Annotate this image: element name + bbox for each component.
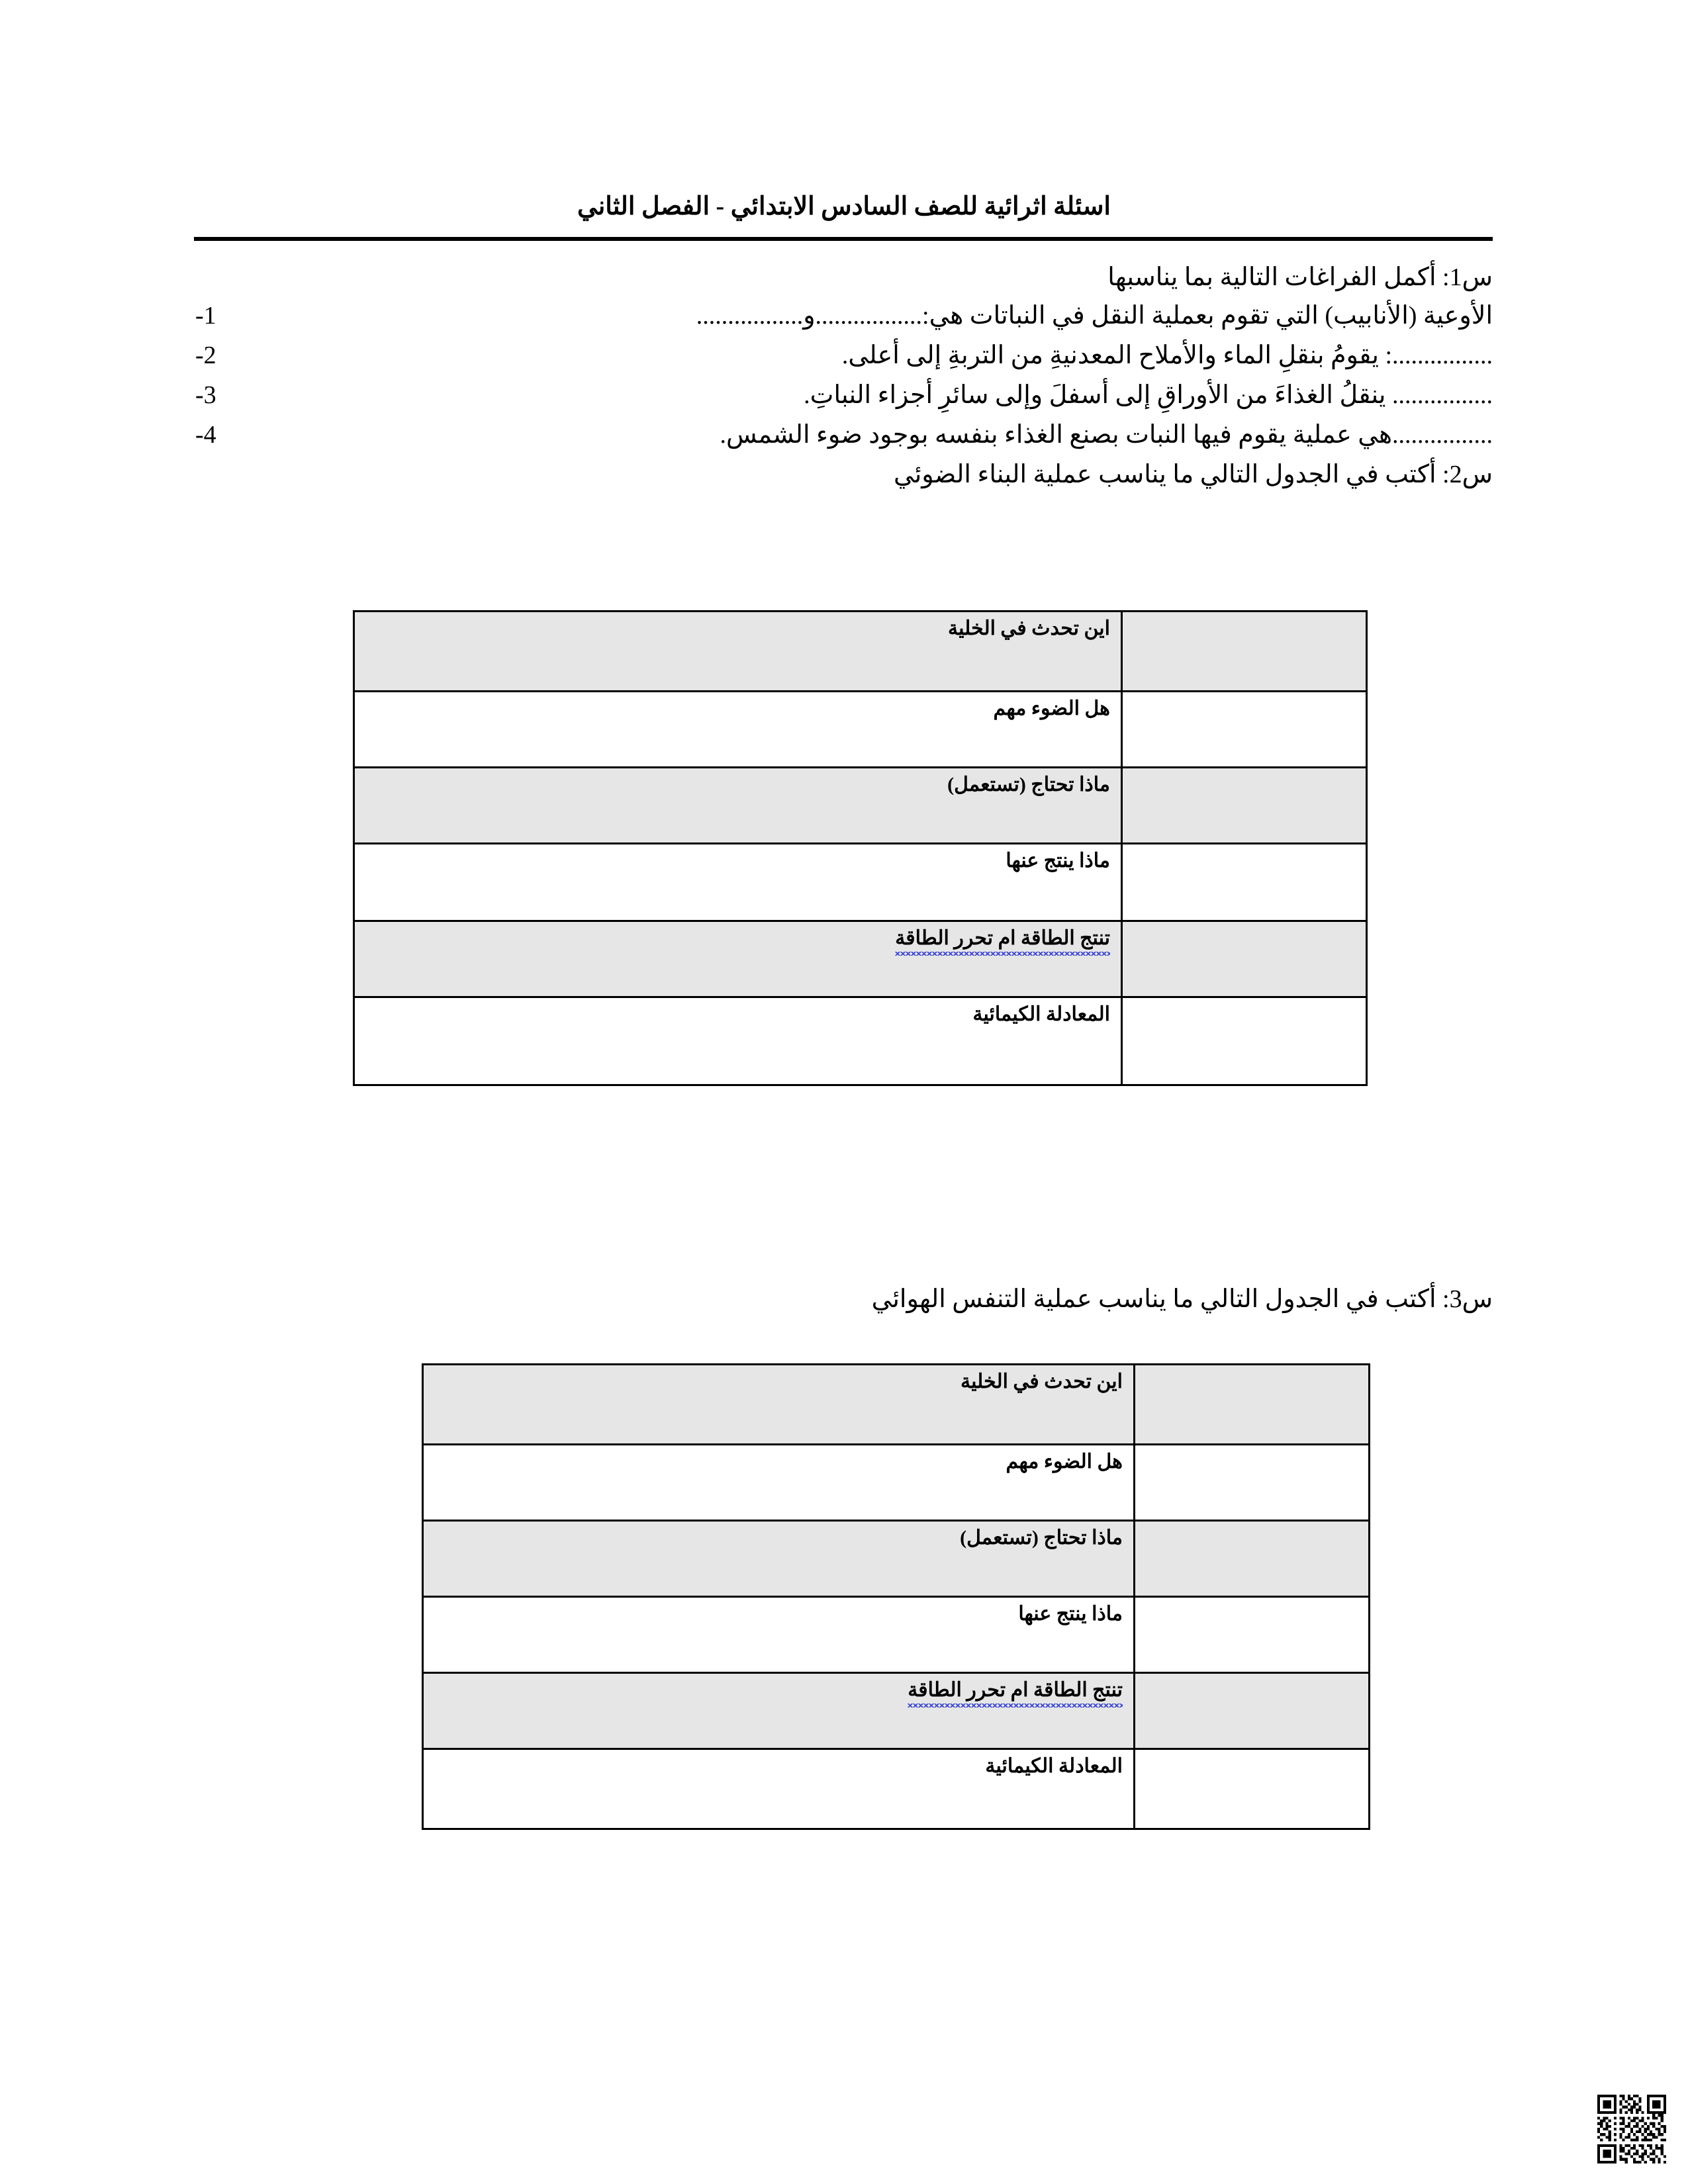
answer-cell[interactable] [1135, 1749, 1370, 1829]
answer-cell[interactable] [1135, 1521, 1370, 1597]
answer-cell[interactable] [1122, 768, 1367, 844]
answer-cell[interactable] [1135, 1597, 1370, 1673]
question-3-heading: س3: أكتب في الجدول التالي ما يناسب عملية التنفس الهوائي [871, 1285, 1493, 1313]
table-row [423, 1749, 1370, 1829]
table-row [354, 921, 1367, 997]
answer-cell[interactable] [1135, 1673, 1370, 1749]
list-item-text: ................هي عملية يقوم فيها النبات بصنع الغذاء بنفسه بوجود ضوء الشمس. [720, 421, 1493, 449]
question-1-heading: س1: أكمل الفراغات التالية بما يناسبها [1107, 263, 1493, 291]
answer-cell[interactable] [1135, 1445, 1370, 1521]
row-label [423, 1673, 1135, 1749]
table-row [423, 1597, 1370, 1673]
list-number: -1 [195, 302, 216, 330]
list-item-text: ................ ينقلُ الغذاءَ من الأوراقِ إلى أسفلَ وإلى سائرِ أجزاء النباتِ. [804, 381, 1493, 409]
answer-cell[interactable] [1122, 692, 1367, 768]
answer-cell[interactable] [1122, 997, 1367, 1085]
spellcheck-marked-text: تنتج الطاقة ام تحرر الطاقة [908, 1679, 1123, 1701]
question-2-heading: س2: أكتب في الجدول التالي ما يناسب عملية البناء الضوئي [894, 461, 1493, 488]
table-row [354, 612, 1367, 692]
question-1-item-3 [195, 383, 1493, 408]
list-item-text: ................: يقومُ بنقلِ الماء والأملاح المعدنيةِ من التربةِ إلى أعلى. [841, 341, 1493, 369]
list-number: -2 [195, 341, 216, 369]
row-label [354, 921, 1122, 997]
qr-code-icon [1597, 2095, 1666, 2163]
list-number: -3 [195, 381, 216, 409]
table-row [354, 844, 1367, 921]
list-item-text: الأوعية (الأنابيب) التي تقوم بعملية النقل في النباتات هي:.................و................. [696, 302, 1493, 330]
answer-cell[interactable] [1122, 921, 1367, 997]
answer-cell[interactable] [1122, 612, 1367, 692]
row-label: ماذا تحتاج (تستعمل) [354, 768, 1122, 844]
header-divider [194, 237, 1493, 241]
document-body [195, 265, 1493, 487]
row-label: ماذا ينتج عنها [354, 844, 1122, 921]
document-header [195, 192, 1493, 222]
row-label: اين تحدث في الخلية [423, 1365, 1135, 1445]
table-row [354, 692, 1367, 768]
question-1-item-2 [195, 343, 1493, 368]
row-label: ماذا تحتاج (تستعمل) [423, 1521, 1135, 1597]
page-title: اسئلة اثرائية للصف السادس الابتدائي - الفصل الثاني [577, 193, 1111, 220]
answer-cell[interactable] [1135, 1365, 1370, 1445]
table-row [354, 997, 1367, 1085]
table-row [423, 1365, 1370, 1445]
respiration-table [422, 1363, 1370, 1830]
table-row [423, 1445, 1370, 1521]
row-label: المعادلة الكيمائية [354, 997, 1122, 1085]
question-1-item-4 [195, 422, 1493, 447]
row-label: ماذا ينتج عنها [423, 1597, 1135, 1673]
row-label: هل الضوء مهم [423, 1445, 1135, 1521]
table-row [354, 768, 1367, 844]
table-row [423, 1673, 1370, 1749]
table-row [423, 1521, 1370, 1597]
row-label: اين تحدث في الخلية [354, 612, 1122, 692]
question-1-item-1 [195, 303, 1493, 328]
question-3-heading-wrap [195, 1284, 1493, 1314]
photosynthesis-table [353, 610, 1368, 1086]
row-label: هل الضوء مهم [354, 692, 1122, 768]
answer-cell[interactable] [1122, 844, 1367, 921]
spellcheck-marked-text: تنتج الطاقة ام تحرر الطاقة [895, 927, 1110, 949]
list-number: -4 [195, 421, 216, 449]
row-label: المعادلة الكيمائية [423, 1749, 1135, 1829]
